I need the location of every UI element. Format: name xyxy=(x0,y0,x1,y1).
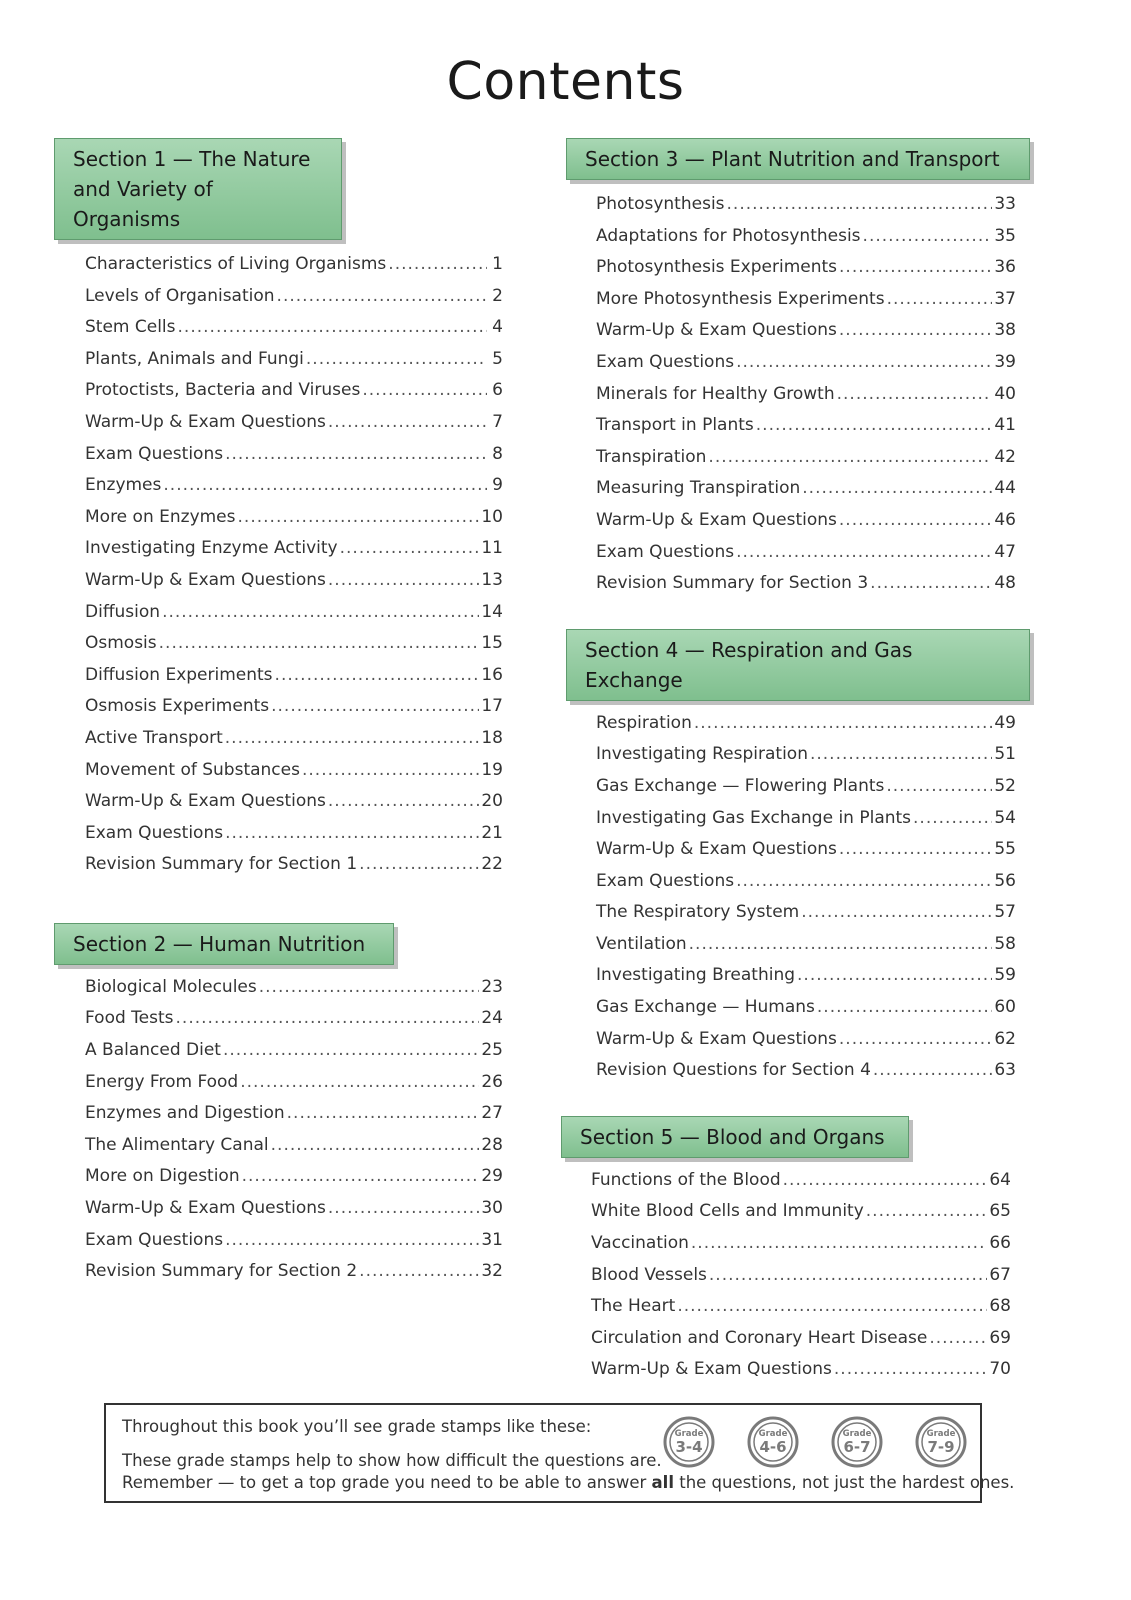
toc-page-number: 30 xyxy=(481,1198,503,1219)
grade-stamp-label: Grade xyxy=(674,1429,704,1439)
toc-entry xyxy=(591,1201,1011,1233)
toc-entry-title: Investigating Gas Exchange in Plants xyxy=(596,807,912,828)
dot-leader xyxy=(159,633,480,653)
toc-entry xyxy=(596,384,1016,416)
toc-entry-title: Active Transport xyxy=(85,727,223,748)
toc-page-number: 20 xyxy=(481,791,503,812)
toc-entry-title: Warm-Up & Exam Questions xyxy=(85,569,326,590)
toc-entry xyxy=(596,194,1016,226)
entry-list xyxy=(596,194,1016,605)
toc-entry-title: Levels of Organisation xyxy=(85,285,275,306)
toc-entry xyxy=(85,570,503,602)
dot-leader xyxy=(677,1296,987,1316)
toc-entry-title: Photosynthesis xyxy=(596,194,725,214)
dot-leader xyxy=(691,1233,987,1253)
dot-leader xyxy=(817,997,992,1017)
toc-entry-title: Plants, Animals and Fungi xyxy=(85,348,304,369)
right-column xyxy=(566,138,1066,1391)
toc-entry-title: Revision Summary for Section 1 xyxy=(85,854,358,875)
section-title-line2: and Variety of Organisms xyxy=(73,177,213,231)
dot-leader xyxy=(302,760,479,780)
toc-entry xyxy=(85,1198,503,1230)
toc-page-number: 9 xyxy=(492,475,503,496)
toc-entry-title: Exam Questions xyxy=(596,870,735,891)
toc-entry-title: Photosynthesis Experiments xyxy=(596,257,838,278)
toc-entry xyxy=(85,1103,503,1135)
toc-page-number: 18 xyxy=(481,727,503,748)
dot-leader xyxy=(839,320,992,340)
toc-page-number: 57 xyxy=(994,902,1016,923)
toc-entry xyxy=(596,447,1016,479)
toc-entry xyxy=(85,1072,503,1104)
grade-stamp-label: Grade xyxy=(758,1429,788,1439)
info-text-line1: Throughout this book you’ll see grade stamps like these: xyxy=(122,1417,592,1436)
toc-page-number: 29 xyxy=(481,1166,503,1187)
toc-page-number: 41 xyxy=(994,415,1016,436)
toc-entry-title: Diffusion xyxy=(85,601,161,622)
toc-entry-title: Characteristics of Living Organisms xyxy=(85,254,387,274)
toc-entry xyxy=(591,1170,1011,1202)
toc-entry-title: Investigating Breathing xyxy=(596,965,796,986)
section-title-line1: Section 1 — The Nature xyxy=(73,147,311,171)
dot-leader xyxy=(277,286,487,306)
toc-page-number: 17 xyxy=(481,696,503,717)
toc-entry-title: Stem Cells xyxy=(85,317,176,338)
dot-leader xyxy=(863,226,993,246)
dot-leader xyxy=(736,542,992,562)
info-text-bold: all xyxy=(651,1473,674,1492)
entry-list xyxy=(596,713,1016,1092)
toc-entry-title: Measuring Transpiration xyxy=(596,478,801,499)
toc-entry-title: Gas Exchange — Humans xyxy=(596,997,815,1018)
toc-entry-title: Warm-Up & Exam Questions xyxy=(596,839,837,860)
toc-page-number: 40 xyxy=(994,383,1016,404)
toc-page-number: 27 xyxy=(481,1103,503,1124)
toc-entry xyxy=(85,633,503,665)
dot-leader xyxy=(810,744,992,764)
toc-entry xyxy=(596,934,1016,966)
toc-entry xyxy=(596,542,1016,574)
toc-page-number: 51 xyxy=(994,744,1016,765)
toc-entry-title: A Balanced Diet xyxy=(85,1040,221,1061)
toc-entry-title: Adaptations for Photosynthesis xyxy=(596,225,861,246)
toc-entry xyxy=(596,478,1016,510)
toc-page-number: 35 xyxy=(994,225,1016,246)
toc-page-number: 25 xyxy=(481,1040,503,1061)
info-text-after: the questions, not just the hardest ones. xyxy=(673,1473,1015,1492)
section-title: Section 2 — Human Nutrition xyxy=(73,931,366,956)
toc-page-number: 70 xyxy=(989,1359,1011,1380)
toc-entry-title: Exam Questions xyxy=(596,351,735,372)
toc-entry-title: Vaccination xyxy=(591,1233,689,1254)
toc-page-number: 56 xyxy=(994,870,1016,891)
toc-entry-title: Exam Questions xyxy=(85,822,224,843)
toc-entry xyxy=(85,602,503,634)
section-header xyxy=(54,138,342,240)
dot-leader xyxy=(275,665,480,685)
toc-entry xyxy=(596,839,1016,871)
toc-page-number: 69 xyxy=(989,1327,1011,1348)
dot-leader xyxy=(328,791,479,811)
toc-entry-title: Food Tests xyxy=(85,1008,174,1029)
toc-page-number: 52 xyxy=(994,775,1016,796)
dot-leader xyxy=(694,713,993,733)
toc-page-number: 2 xyxy=(492,285,503,306)
toc-entry xyxy=(85,1230,503,1262)
toc-page-number: 59 xyxy=(994,965,1016,986)
dot-leader xyxy=(886,776,992,796)
toc-entry xyxy=(85,349,503,381)
info-text-line3 xyxy=(122,1473,1014,1492)
toc-entry-title: The Alimentary Canal xyxy=(85,1134,269,1155)
toc-page-number: 19 xyxy=(481,759,503,780)
dot-leader xyxy=(328,570,479,590)
toc-entry-title: More Photosynthesis Experiments xyxy=(596,288,885,309)
toc-entry-title: Osmosis xyxy=(85,633,157,654)
toc-entry-title: Exam Questions xyxy=(85,443,224,464)
dot-leader xyxy=(359,1261,479,1281)
toc-entry xyxy=(591,1233,1011,1265)
toc-entry xyxy=(85,380,503,412)
toc-page-number: 67 xyxy=(989,1264,1011,1285)
toc-page-number: 21 xyxy=(481,822,503,843)
toc-entry xyxy=(85,728,503,760)
toc-entry xyxy=(596,776,1016,808)
toc-entry xyxy=(596,744,1016,776)
toc-entry xyxy=(596,352,1016,384)
toc-page-number: 14 xyxy=(481,601,503,622)
toc-entry xyxy=(591,1328,1011,1360)
toc-page-number: 68 xyxy=(989,1296,1011,1317)
dot-leader xyxy=(238,507,480,527)
toc-entry xyxy=(85,760,503,792)
toc-entry xyxy=(85,665,503,697)
toc-entry xyxy=(85,317,503,349)
toc-entry-title: Warm-Up & Exam Questions xyxy=(85,1198,326,1219)
toc-page-number: 16 xyxy=(481,664,503,685)
toc-entry xyxy=(85,254,503,286)
grade-stamp-icon xyxy=(830,1415,884,1469)
dot-leader xyxy=(223,1040,479,1060)
toc-entry-title: Exam Questions xyxy=(596,541,735,562)
toc-entry-title: Investigating Respiration xyxy=(596,744,808,765)
section-title: Section 4 — Respiration and Gas Exchange xyxy=(585,637,913,692)
grade-stamp-range: 6-7 xyxy=(843,1438,871,1456)
dot-leader xyxy=(242,1166,480,1186)
toc-page-number: 42 xyxy=(994,446,1016,467)
toc-entry-title: The Respiratory System xyxy=(596,902,800,923)
entry-list xyxy=(85,977,503,1293)
toc-entry xyxy=(596,997,1016,1029)
toc-page-number: 33 xyxy=(994,194,1016,214)
toc-entry-title: Ventilation xyxy=(596,933,687,954)
section-header xyxy=(561,1116,909,1158)
dot-leader xyxy=(873,1060,992,1080)
toc-page-number: 65 xyxy=(989,1201,1011,1222)
dot-leader xyxy=(801,902,992,922)
toc-entry-title: Warm-Up & Exam Questions xyxy=(596,509,837,530)
toc-page-number: 38 xyxy=(994,320,1016,341)
toc-entry xyxy=(596,226,1016,258)
section-header xyxy=(54,923,394,965)
dot-leader xyxy=(727,194,993,214)
toc-page-number: 48 xyxy=(994,573,1016,594)
toc-entry xyxy=(85,444,503,476)
toc-entry xyxy=(85,1040,503,1072)
toc-entry xyxy=(85,538,503,570)
dot-leader xyxy=(797,965,992,985)
dot-leader xyxy=(839,257,992,277)
toc-page-number: 62 xyxy=(994,1028,1016,1049)
toc-entry xyxy=(596,320,1016,352)
dot-leader xyxy=(178,317,487,337)
toc-entry-title: Enzymes and Digestion xyxy=(85,1103,285,1124)
toc-entry xyxy=(596,573,1016,605)
toc-entry-title: Gas Exchange — Flowering Plants xyxy=(596,775,885,796)
toc-page-number: 23 xyxy=(481,976,503,997)
dot-leader xyxy=(866,1201,988,1221)
dot-leader xyxy=(225,1230,479,1250)
toc-entry xyxy=(591,1359,1011,1391)
toc-entry-title: Warm-Up & Exam Questions xyxy=(85,411,326,432)
dot-leader xyxy=(709,1265,987,1285)
toc-entry xyxy=(591,1265,1011,1297)
section-header xyxy=(566,138,1030,180)
dot-leader xyxy=(756,415,993,435)
toc-page-number: 58 xyxy=(994,933,1016,954)
toc-page-number: 49 xyxy=(994,712,1016,733)
toc-entry-title: Biological Molecules xyxy=(85,976,257,997)
toc-entry-title: Osmosis Experiments xyxy=(85,696,270,717)
toc-page-number: 13 xyxy=(481,569,503,590)
toc-entry xyxy=(85,286,503,318)
page-title: Contents xyxy=(446,52,685,112)
toc-entry xyxy=(596,808,1016,840)
dot-leader xyxy=(287,1103,480,1123)
grade-stamp-icon xyxy=(662,1415,716,1469)
dot-leader xyxy=(225,823,479,843)
section-4 xyxy=(566,629,1066,1092)
toc-entry xyxy=(85,854,503,886)
dot-leader xyxy=(340,538,480,558)
info-text-before: Remember — to get a top grade you need to be able to answer xyxy=(122,1473,652,1492)
toc-page-number: 63 xyxy=(994,1060,1016,1081)
toc-entry xyxy=(85,1135,503,1167)
dot-leader xyxy=(225,728,480,748)
section-title: Section 5 — Blood and Organs xyxy=(580,1124,885,1149)
toc-entry-title: Warm-Up & Exam Questions xyxy=(85,791,326,812)
toc-entry xyxy=(596,415,1016,447)
dot-leader xyxy=(929,1328,987,1348)
toc-entry xyxy=(596,902,1016,934)
dot-leader xyxy=(802,478,992,498)
dot-leader xyxy=(388,254,487,274)
dot-leader xyxy=(328,1198,479,1218)
toc-page-number: 5 xyxy=(492,348,503,369)
toc-page-number: 10 xyxy=(481,506,503,527)
grade-stamp-range: 7-9 xyxy=(927,1438,955,1456)
toc-page-number: 46 xyxy=(994,509,1016,530)
toc-entry xyxy=(85,696,503,728)
toc-entry-title: Functions of the Blood xyxy=(591,1169,781,1190)
dot-leader xyxy=(240,1072,479,1092)
section-header xyxy=(566,629,1030,701)
toc-entry-title: Respiration xyxy=(596,712,692,733)
dot-leader xyxy=(689,934,993,954)
dot-leader xyxy=(362,380,487,400)
toc-entry xyxy=(596,1060,1016,1092)
dot-leader xyxy=(839,839,992,859)
dot-leader xyxy=(736,871,992,891)
toc-page-number: 64 xyxy=(989,1169,1011,1190)
section-title: Section 3 — Plant Nutrition and Transport xyxy=(585,147,1000,171)
toc-entry-title: More on Digestion xyxy=(85,1166,240,1187)
toc-page-number: 55 xyxy=(994,839,1016,860)
section-5 xyxy=(561,1116,1066,1391)
dot-leader xyxy=(163,475,487,495)
grade-stamp-label: Grade xyxy=(926,1429,956,1439)
toc-page-number: 6 xyxy=(492,380,503,401)
dot-leader xyxy=(306,349,487,369)
toc-entry-title: Investigating Enzyme Activity xyxy=(85,538,338,559)
toc-entry xyxy=(85,823,503,855)
toc-entry xyxy=(596,713,1016,745)
toc-entry-title: Transport in Plants xyxy=(596,415,754,436)
dot-leader xyxy=(736,352,992,372)
grade-stamp-icon xyxy=(746,1415,800,1469)
grade-stamp-info-box xyxy=(104,1403,1015,1503)
dot-leader xyxy=(783,1170,988,1190)
toc-page-number: 60 xyxy=(994,997,1016,1018)
toc-page-number: 26 xyxy=(481,1071,503,1092)
toc-page-number: 7 xyxy=(492,411,503,432)
toc-page-number: 39 xyxy=(994,351,1016,372)
toc-page-number: 47 xyxy=(994,541,1016,562)
toc-entry xyxy=(596,965,1016,997)
toc-entry-title: Revision Summary for Section 2 xyxy=(85,1261,358,1282)
grade-stamp-icon xyxy=(914,1415,968,1469)
toc-entry xyxy=(85,1261,503,1293)
dot-leader xyxy=(271,1135,480,1155)
dot-leader xyxy=(913,808,992,828)
toc-entry xyxy=(596,257,1016,289)
toc-entry-title: Warm-Up & Exam Questions xyxy=(596,1028,837,1049)
toc-page-number: 32 xyxy=(481,1261,503,1282)
entry-list xyxy=(85,254,503,886)
toc-entry xyxy=(85,1166,503,1198)
dot-leader xyxy=(834,1359,987,1379)
toc-entry-title: Revision Questions for Section 4 xyxy=(596,1060,871,1081)
toc-page-number: 15 xyxy=(481,633,503,654)
toc-entry-title: Warm-Up & Exam Questions xyxy=(591,1359,832,1380)
toc-entry-title: Revision Summary for Section 3 xyxy=(596,573,869,594)
info-text-line2: These grade stamps help to show how difficult the questions are. xyxy=(122,1451,662,1470)
toc-page-number: 54 xyxy=(994,807,1016,828)
toc-entry xyxy=(591,1296,1011,1328)
toc-page-number: 1 xyxy=(492,254,503,274)
toc-page-number: 8 xyxy=(492,443,503,464)
left-column xyxy=(54,138,524,1293)
toc-entry-title: Exam Questions xyxy=(85,1229,224,1250)
dot-leader xyxy=(887,289,993,309)
dot-leader xyxy=(225,444,487,464)
grade-stamp-range: 3-4 xyxy=(675,1438,703,1456)
toc-entry xyxy=(85,977,503,1009)
dot-leader xyxy=(837,384,993,404)
dot-leader xyxy=(271,696,479,716)
toc-entry-title: Blood Vessels xyxy=(591,1264,707,1285)
toc-entry-title: Enzymes xyxy=(85,475,162,496)
toc-entry-title: Protoctists, Bacteria and Viruses xyxy=(85,380,361,401)
dot-leader xyxy=(870,573,992,593)
toc-entry xyxy=(596,871,1016,903)
toc-page-number: 66 xyxy=(989,1233,1011,1254)
dot-leader xyxy=(176,1008,480,1028)
toc-entry-title: More on Enzymes xyxy=(85,506,236,527)
toc-entry-title: Diffusion Experiments xyxy=(85,664,273,685)
dot-leader xyxy=(162,602,479,622)
entry-list xyxy=(591,1170,1011,1391)
dot-leader xyxy=(839,1029,992,1049)
dot-leader xyxy=(708,447,992,467)
section-2 xyxy=(54,923,524,1293)
toc-entry-title: Warm-Up & Exam Questions xyxy=(596,320,837,341)
toc-entry-title: Energy From Food xyxy=(85,1071,239,1092)
toc-page-number: 24 xyxy=(481,1008,503,1029)
toc-page-number: 31 xyxy=(481,1229,503,1250)
toc-page-number: 28 xyxy=(481,1134,503,1155)
toc-page-number: 37 xyxy=(994,288,1016,309)
grade-stamp-label: Grade xyxy=(842,1429,872,1439)
dot-leader xyxy=(259,977,480,997)
toc-entry xyxy=(85,475,503,507)
dot-leader xyxy=(839,510,992,530)
dot-leader xyxy=(359,854,479,874)
toc-page-number: 4 xyxy=(492,317,503,338)
toc-entry-title: White Blood Cells and Immunity xyxy=(591,1201,864,1222)
toc-entry xyxy=(596,289,1016,321)
toc-page-number: 36 xyxy=(994,257,1016,278)
toc-page-number: 11 xyxy=(481,538,503,559)
grade-stamp-range: 4-6 xyxy=(759,1438,787,1456)
toc-entry xyxy=(596,510,1016,542)
toc-entry xyxy=(85,507,503,539)
toc-entry xyxy=(596,1029,1016,1061)
dot-leader xyxy=(328,412,487,432)
toc-entry-title: Movement of Substances xyxy=(85,759,300,780)
toc-entry-title: Transpiration xyxy=(596,446,707,467)
toc-page-number: 44 xyxy=(994,478,1016,499)
toc-entry-title: Circulation and Coronary Heart Disease xyxy=(591,1327,928,1348)
toc-page-number: 22 xyxy=(481,854,503,875)
section-3 xyxy=(566,138,1066,605)
section-1 xyxy=(54,138,524,886)
toc-entry xyxy=(85,1008,503,1040)
toc-entry xyxy=(85,412,503,444)
toc-entry-title: Minerals for Healthy Growth xyxy=(596,383,835,404)
toc-entry-title: The Heart xyxy=(591,1296,676,1317)
toc-entry xyxy=(85,791,503,823)
